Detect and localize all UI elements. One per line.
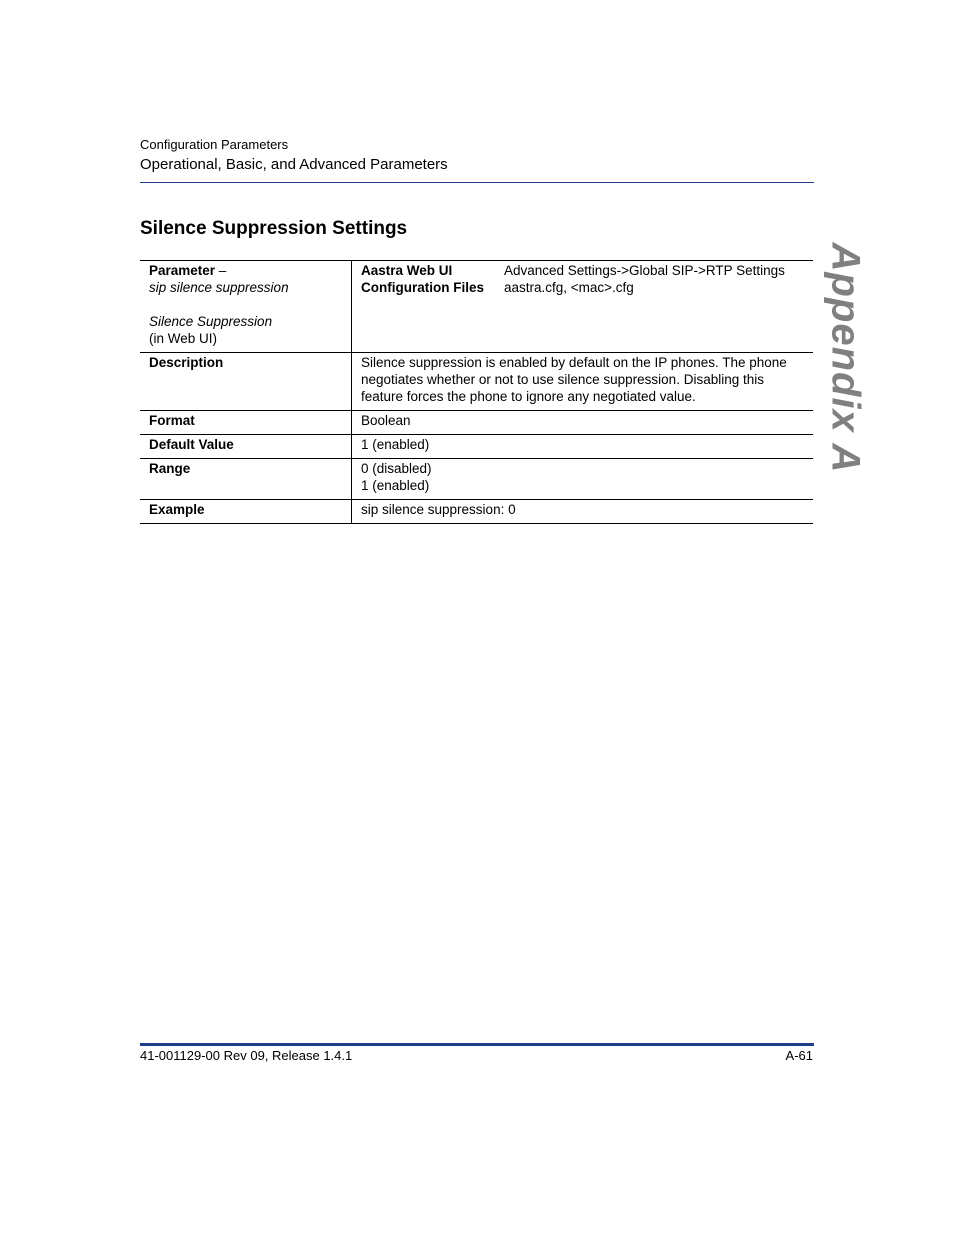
table-row-description: [140, 353, 813, 411]
parameter-heading: [149, 262, 342, 279]
value-line: 1 (enabled): [361, 478, 430, 493]
location-row: [361, 279, 804, 296]
value-line: 0 (disabled): [361, 461, 432, 476]
spacer: [149, 296, 342, 313]
section-title: Silence Suppression Settings: [140, 218, 408, 239]
running-header-section: Operational, Basic, and Advanced Parameters: [140, 156, 448, 173]
page-number: A-61: [785, 1048, 813, 1063]
row-value: [352, 500, 814, 524]
parameter-cell: [140, 261, 352, 353]
parameter-dash: –: [215, 263, 227, 278]
running-header-chapter: Configuration Parameters: [140, 137, 289, 152]
table-row-format: [140, 411, 813, 435]
table-row-range: [140, 459, 813, 500]
row-value: [352, 411, 814, 435]
header-rule: [140, 182, 814, 183]
table-row-parameter: [140, 261, 813, 353]
value-line: Boolean: [361, 413, 411, 428]
row-label: Range: [140, 459, 352, 500]
value-line: sip silence suppression: 0: [361, 502, 516, 517]
table-row-example: [140, 500, 813, 524]
location-row: [361, 262, 804, 279]
parameter-label: Parameter: [149, 263, 216, 278]
location-key: Configuration Files: [361, 280, 484, 295]
footer-doc-id: 41-001129-00 Rev 09, Release 1.4.1: [140, 1048, 353, 1063]
parameter-webui-note: (in Web UI): [149, 331, 218, 346]
row-label: Example: [140, 500, 352, 524]
row-label: Default Value: [140, 435, 352, 459]
parameter-config-name: sip silence suppression: [149, 280, 289, 295]
row-label: Format: [140, 411, 352, 435]
value-line: feature forces the phone to ignore any negotiated value.: [361, 389, 696, 404]
location-value: Advanced Settings->Global SIP->RTP Settings: [504, 263, 785, 278]
footer-rule: [140, 1043, 814, 1046]
value-line: 1 (enabled): [361, 437, 430, 452]
appendix-side-tab-label: Appendix A: [823, 242, 868, 474]
row-label: Description: [140, 353, 352, 411]
parameter-webui-name: Silence Suppression: [149, 314, 273, 329]
value-line: negotiates whether or not to use silence suppression. Disabling this: [361, 372, 764, 387]
location-key: Aastra Web UI: [361, 263, 453, 278]
appendix-side-tab: [820, 242, 870, 474]
parameter-table: [140, 260, 813, 524]
row-value: [352, 459, 814, 500]
value-line: Silence suppression is enabled by default on the IP phones. The phone: [361, 355, 787, 370]
location-value: aastra.cfg, <mac>.cfg: [504, 280, 634, 295]
row-value: [352, 353, 814, 411]
locations-cell: [352, 261, 814, 353]
table-row-default-value: [140, 435, 813, 459]
row-value: [352, 435, 814, 459]
